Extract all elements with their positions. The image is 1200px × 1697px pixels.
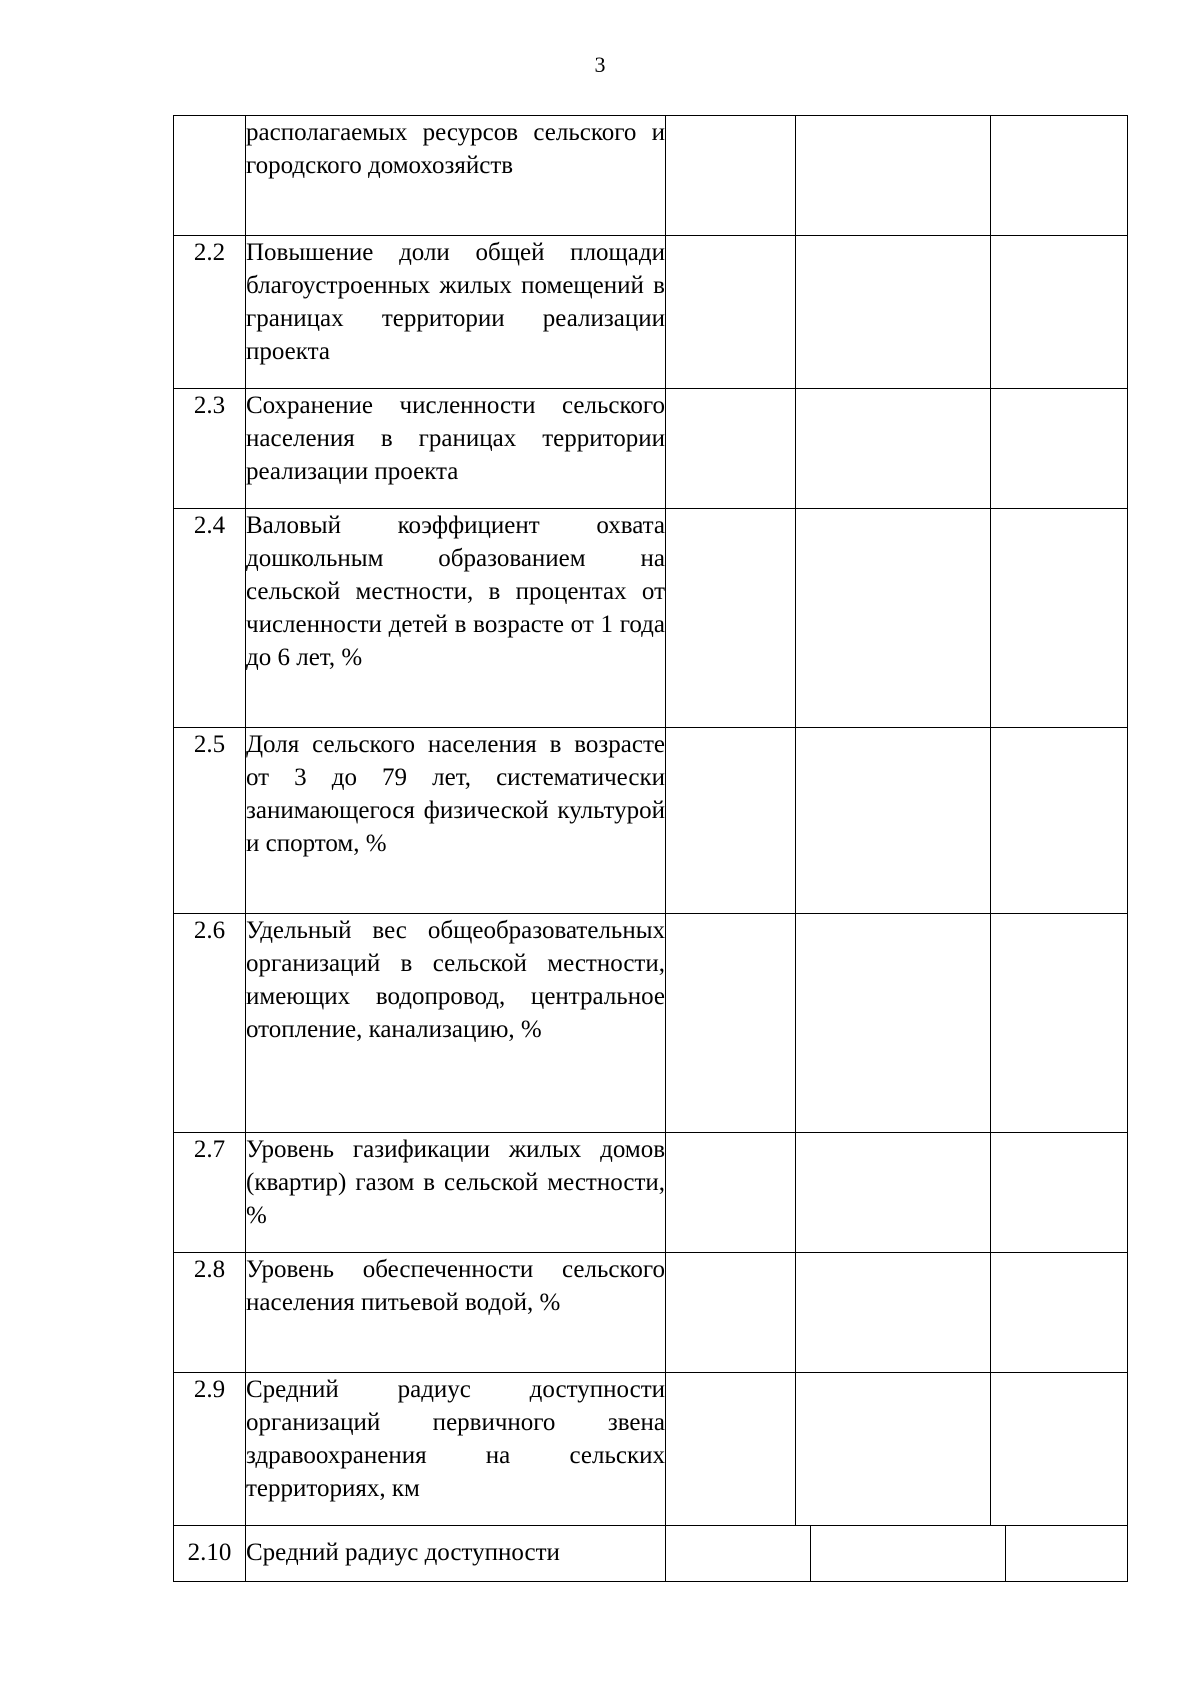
empty-cell (991, 1253, 1128, 1373)
row-number: 2.9 (174, 1373, 246, 1526)
empty-cell (796, 509, 991, 728)
empty-cell (991, 116, 1128, 236)
table-row (174, 236, 1128, 389)
table-row (174, 116, 1128, 236)
row-number: 2.3 (174, 389, 246, 509)
empty-cell (666, 509, 796, 728)
table-row (174, 914, 1128, 1133)
empty-cell (810, 1526, 1005, 1581)
empty-cell (666, 1373, 796, 1526)
table-row (174, 389, 1128, 509)
table-row (174, 1373, 1128, 1526)
empty-cell (991, 236, 1128, 389)
table-row (174, 509, 1128, 728)
empty-cell (796, 389, 991, 509)
empty-cell (796, 914, 991, 1133)
indicator-description: Валовый коэффициент охвата дошкольным образованием на сельской местности, в процентах от численности детей в возрасте от 1 года до 6 лет, % (246, 509, 666, 728)
row-number: 2.5 (174, 728, 246, 914)
indicator-description: Повышение доли общей площади благоустроенных жилых помещений в границах территории реализации проекта (246, 236, 666, 389)
indicator-description: располагаемых ресурсов сельского и городского домохозяйств (246, 116, 666, 236)
empty-cell (991, 509, 1128, 728)
empty-cell (666, 1526, 810, 1581)
last-row-value-cells (666, 1526, 1128, 1582)
table-row (174, 1133, 1128, 1253)
last-row-subtable (666, 1526, 1127, 1581)
indicator-description: Удельный вес общеобразовательных организаций в сельской местности, имеющих водопровод, центральное отопление, канализацию, % (246, 914, 666, 1133)
row-number: 2.7 (174, 1133, 246, 1253)
row-number: 2.4 (174, 509, 246, 728)
empty-cell (666, 389, 796, 509)
row-number: 2.10 (174, 1526, 246, 1582)
empty-cell (796, 1133, 991, 1253)
table-row (174, 1526, 1128, 1582)
empty-cell (666, 728, 796, 914)
empty-cell (666, 1253, 796, 1373)
empty-cell (666, 914, 796, 1133)
empty-cell (666, 236, 796, 389)
row-number: 2.8 (174, 1253, 246, 1373)
indicator-description: Сохранение численности сельского населения в границах территории реализации проекта (246, 389, 666, 509)
indicator-description: Средний радиус доступности организаций первичного звена здравоохранения на сельских территориях, км (246, 1373, 666, 1526)
row-number (174, 116, 246, 236)
indicator-description: Средний радиус доступности (246, 1526, 666, 1582)
empty-cell (796, 728, 991, 914)
empty-cell (796, 1253, 991, 1373)
empty-cell (991, 1373, 1128, 1526)
table-row (174, 728, 1128, 914)
empty-cell (991, 1133, 1128, 1253)
table-row (174, 1253, 1128, 1373)
row-number: 2.2 (174, 236, 246, 389)
indicator-description: Уровень обеспеченности сельского населения питьевой водой, % (246, 1253, 666, 1373)
indicator-description: Уровень газификации жилых домов (квартир) газом в сельской местности, % (246, 1133, 666, 1253)
empty-cell (666, 1133, 796, 1253)
empty-cell (666, 116, 796, 236)
empty-cell (991, 914, 1128, 1133)
page-number: 3 (594, 52, 606, 77)
empty-cell (991, 728, 1128, 914)
empty-cell (796, 116, 991, 236)
row-number: 2.6 (174, 914, 246, 1133)
indicators-table (173, 115, 1128, 1582)
empty-cell (1005, 1526, 1127, 1581)
empty-cell (991, 389, 1128, 509)
empty-cell (796, 1373, 991, 1526)
empty-cell (796, 236, 991, 389)
indicator-description: Доля сельского населения в возрасте от 3 до 79 лет, систематически занимающегося физической культурой и спортом, % (246, 728, 666, 914)
